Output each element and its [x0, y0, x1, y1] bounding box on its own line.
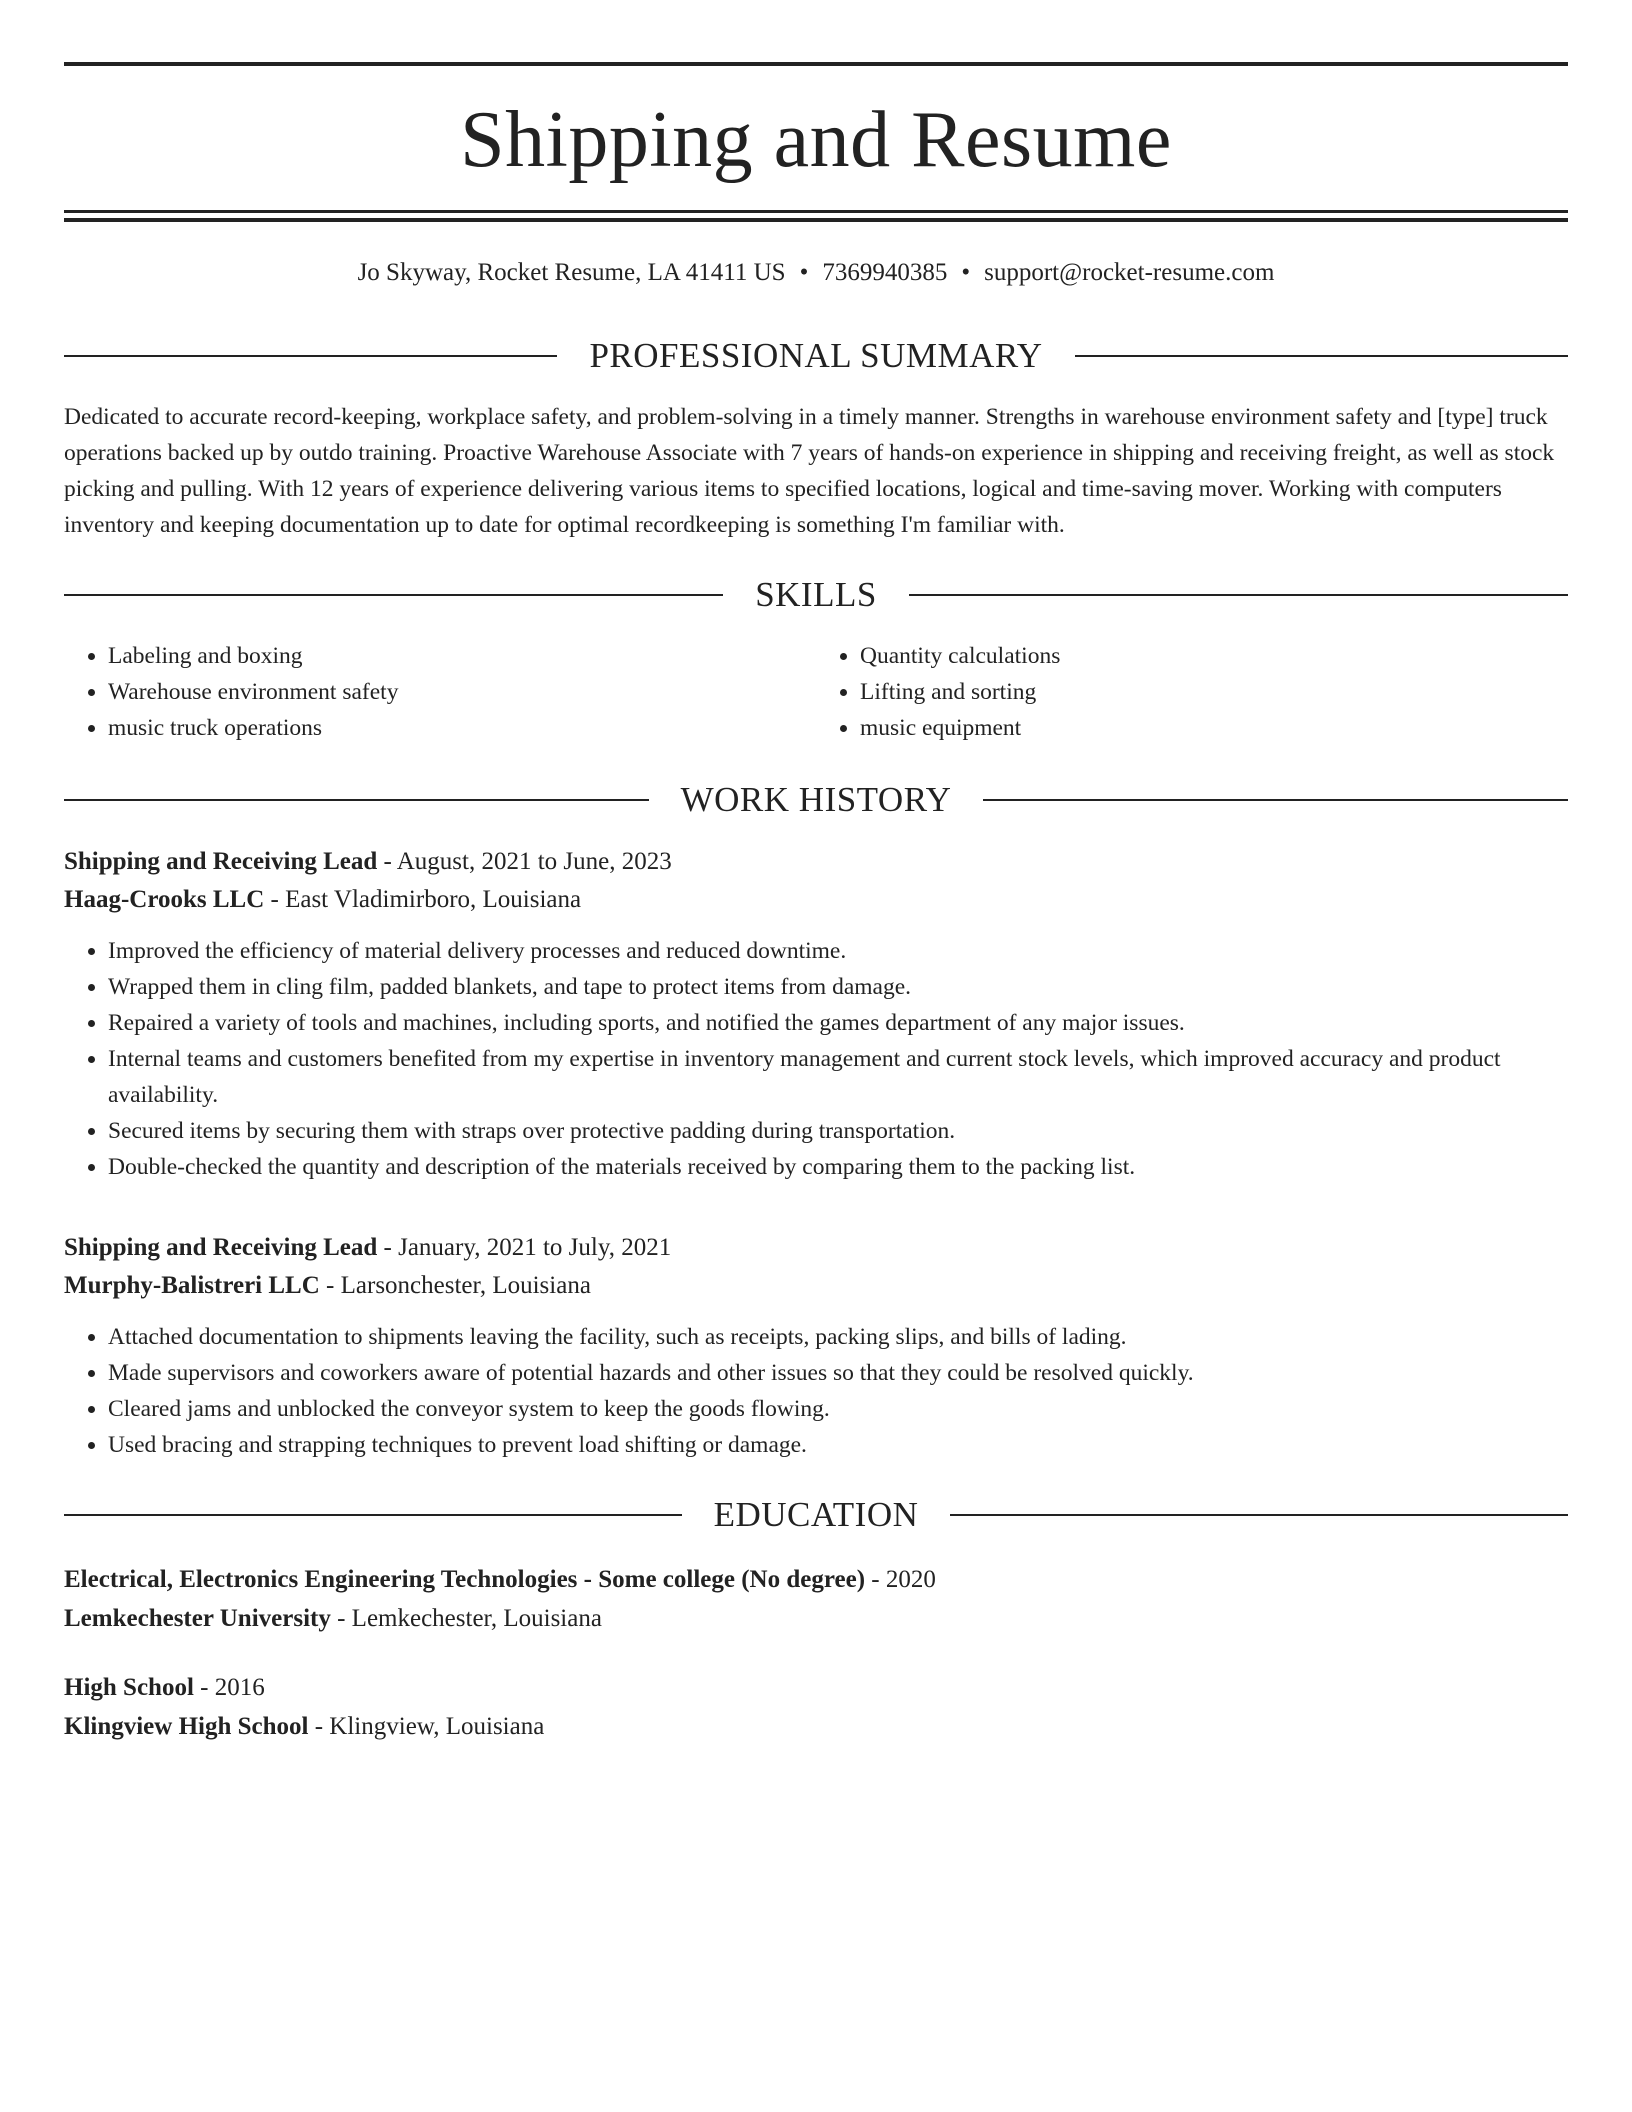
- education-location: - Lemkechester, Louisiana: [330, 1605, 602, 1632]
- job-location: - East Vladimirboro, Louisiana: [264, 886, 582, 913]
- job-dates: - January, 2021 to July, 2021: [377, 1234, 672, 1261]
- skills-column-left: [64, 638, 816, 746]
- job-location: - Larsonchester, Louisiana: [319, 1272, 591, 1299]
- education-degree: Electrical, Electronics Engineering Technologies - Some college (No degree): [64, 1566, 866, 1593]
- job-company: Murphy-Balistreri LLC: [64, 1272, 320, 1299]
- job-entry: [64, 843, 1568, 1185]
- skill-item: • music equipment: [860, 710, 1568, 746]
- section-heading-work: [64, 782, 1568, 817]
- heading-rule: [64, 1514, 682, 1516]
- job-title: Shipping and Receiving Lead: [64, 1234, 378, 1261]
- education-school: Klingview High School: [64, 1713, 309, 1740]
- skill-item: • Labeling and boxing: [108, 638, 816, 674]
- job-company-line: [64, 1267, 1568, 1305]
- summary-heading-label: PROFESSIONAL SUMMARY: [589, 336, 1043, 375]
- skills-heading-label: SKILLS: [755, 575, 877, 614]
- contact-separator: •: [799, 259, 809, 286]
- job-bullet: • Cleared jams and unblocked the conveyor system to keep the goods flowing.: [108, 1391, 1568, 1427]
- skills-list: [64, 638, 1568, 746]
- education-degree: High School: [64, 1674, 194, 1701]
- job-bullet: • Internal teams and customers benefited from my expertise in inventory management and current stock levels, which improved accuracy and product availability.: [108, 1041, 1568, 1113]
- heading-rule: [950, 1514, 1568, 1516]
- education-entry: [64, 1668, 1568, 1746]
- job-bullet: • Attached documentation to shipments leaving the facility, such as receipts, packing slips, and bills of lading.: [108, 1319, 1568, 1355]
- job-dates: - August, 2021 to June, 2023: [377, 848, 672, 875]
- heading-rule: [64, 799, 649, 801]
- education-degree-line: [64, 1668, 1568, 1707]
- education-year: - 2020: [865, 1566, 936, 1593]
- contact-separator: •: [961, 259, 971, 286]
- job-bullet: • Used bracing and strapping techniques to prevent load shifting or damage.: [108, 1427, 1568, 1463]
- heading-rule: [64, 355, 557, 357]
- resume-title: Shipping and Resume: [460, 96, 1172, 184]
- job-entry: [64, 1229, 1568, 1463]
- skills-column-right: [816, 638, 1568, 746]
- education-school-line: [64, 1599, 1568, 1638]
- contact-line: [64, 258, 1568, 288]
- job-bullet: • Secured items by securing them with straps over protective padding during transportation.: [108, 1113, 1568, 1149]
- section-heading-skills: [64, 577, 1568, 612]
- education-degree-line: [64, 1560, 1568, 1599]
- heading-rule: [909, 594, 1568, 596]
- summary-text: Dedicated to accurate record-keeping, workplace safety, and problem-solving in a timely manner. Strengths in warehouse environment safety and [type] truck operations backed up by outdo training. Proactive Warehouse Associate with 7 years of hands-on experience in shipping and receiving freight, as well as stock picking and pulling. With 12 years of experience delivering various items to specified locations, logical and time-saving mover. Working with computers inventory and keeping documentation up to date for optimal recordkeeping is something I'm familiar with.: [64, 404, 1555, 538]
- job-company: Haag-Crooks LLC: [64, 886, 265, 913]
- job-title: Shipping and Receiving Lead: [64, 848, 378, 875]
- job-bullet: • Repaired a variety of tools and machines, including sports, and notified the games department of any major issues.: [108, 1005, 1568, 1041]
- section-heading-summary: [64, 338, 1568, 373]
- job-bullet: • Made supervisors and coworkers aware of potential hazards and other issues so that they could be resolved quickly.: [108, 1355, 1568, 1391]
- job-title-line: [64, 843, 1568, 881]
- job-bullet: • Double-checked the quantity and description of the materials received by comparing them to the packing list.: [108, 1149, 1568, 1185]
- skill-item: • music truck operations: [108, 710, 816, 746]
- title-double-rule: [64, 210, 1568, 222]
- education-year: - 2016: [193, 1674, 265, 1701]
- education-entry: [64, 1560, 1568, 1638]
- skill-item: • Warehouse environment safety: [108, 674, 816, 710]
- heading-rule: [64, 594, 723, 596]
- skill-item: • Lifting and sorting: [860, 674, 1568, 710]
- work-heading-label: WORK HISTORY: [680, 780, 952, 819]
- education-heading-label: EDUCATION: [713, 1495, 919, 1534]
- job-company-line: [64, 881, 1568, 919]
- skill-item: • Quantity calculations: [860, 638, 1568, 674]
- education-location: - Klingview, Louisiana: [308, 1713, 545, 1740]
- section-heading-education: [64, 1497, 1568, 1532]
- contact-email: support@rocket-resume.com: [984, 259, 1275, 286]
- heading-rule: [1075, 355, 1568, 357]
- contact-phone: 7369940385: [822, 259, 948, 286]
- heading-rule: [983, 799, 1568, 801]
- job-bullets: [64, 933, 1568, 1185]
- job-bullets: [64, 1319, 1568, 1463]
- job-bullet: • Improved the efficiency of material delivery processes and reduced downtime.: [108, 933, 1568, 969]
- contact-address: Jo Skyway, Rocket Resume, LA 41411 US: [357, 259, 786, 286]
- education-school-line: [64, 1707, 1568, 1746]
- education-school: Lemkechester University: [64, 1605, 331, 1632]
- job-bullet: • Wrapped them in cling film, padded blankets, and tape to protect items from damage.: [108, 969, 1568, 1005]
- job-title-line: [64, 1229, 1568, 1267]
